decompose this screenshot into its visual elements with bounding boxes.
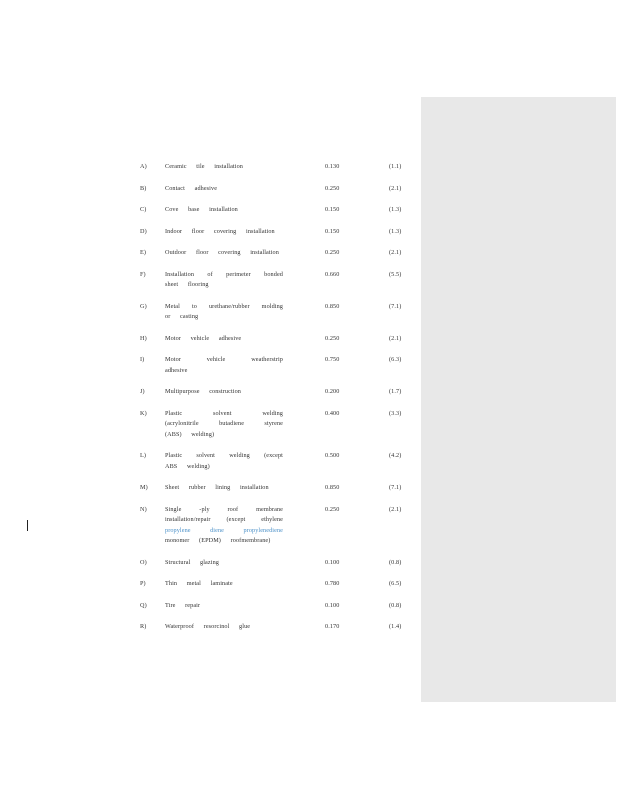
description-line: Metal to urethane/rubber molding [165,302,283,310]
item-paren-value: (7.1) [389,484,402,491]
description-line: installation/repair (except ethylene [165,516,283,523]
item-paren-value: (3.3) [389,409,402,417]
item-description [165,505,283,547]
item-value: 0.200 [325,388,340,395]
item-paren-value: (2.1) [389,249,402,256]
item-letter: G) [140,302,147,310]
item-paren-value: (2.1) [389,505,402,513]
item-paren-value: (6.5) [389,580,402,587]
item-paren-value: (1.7) [389,388,402,395]
item-letter: M) [140,484,148,491]
item-description [165,227,283,238]
item-paren-value: (4.2) [389,452,402,459]
item-value: 0.100 [325,558,340,566]
item-description [165,355,283,376]
item-paren-value: (2.1) [389,334,402,342]
description-line: Outdoor floor covering installation [165,249,279,256]
item-description [165,184,283,195]
item-description [165,622,283,633]
item-description [165,409,283,441]
description-line: or casting [165,313,199,320]
description-line: Motor vehicle weatherstrip [165,356,283,363]
item-description [165,302,283,323]
item-value: 0.850 [325,302,340,310]
item-value: 0.170 [325,623,340,630]
item-paren-value: (5.5) [389,270,402,278]
item-paren-value: (1.3) [389,206,402,213]
item-paren-value: (7.1) [389,302,402,310]
description-line: Cove base installation [165,206,238,213]
item-paren-value: (0.8) [389,601,402,609]
description-line: Ceramic tile installation [165,163,243,170]
description-line: Indoor floor covering installation [165,227,275,235]
item-value: 0.660 [325,270,340,278]
description-line: (acrylonitrile butadiene styrene [165,420,283,427]
item-value: 0.850 [325,484,340,491]
item-letter: P) [140,580,146,587]
item-letter: E) [140,249,147,256]
item-letter: B) [140,184,147,192]
description-line: monomer (EPDM) roofmembrane) [165,537,271,544]
item-description [165,451,283,472]
item-value: 0.150 [325,227,340,235]
item-value: 0.250 [325,505,340,513]
item-paren-value: (1.3) [389,227,402,235]
item-letter: C) [140,206,147,213]
item-letter: L) [140,452,147,459]
item-letter: O) [140,558,147,566]
item-letter: J) [140,388,145,395]
item-paren-value: (6.3) [389,356,402,363]
item-letter: Q) [140,601,147,609]
description-line: propylene diene propylenediene [165,526,283,534]
item-value: 0.400 [325,409,340,417]
item-paren-value: (2.1) [389,184,402,192]
description-line: Thin metal laminate [165,580,233,587]
item-letter: I) [140,356,145,363]
item-description [165,334,283,345]
item-paren-value: (1.1) [389,163,402,170]
description-line: Single -ply roof membrane [165,505,283,513]
description-line: Tire repair [165,601,201,609]
item-value: 0.750 [325,356,340,363]
item-letter: N) [140,505,147,513]
item-description [165,270,283,291]
item-value: 0.500 [325,452,340,459]
description-line: Sheet rubber lining installation [165,484,269,491]
item-description [165,162,283,173]
item-value: 0.250 [325,334,340,342]
item-value: 0.250 [325,249,340,256]
comment-pane [421,97,616,702]
item-description [165,248,283,259]
item-description [165,601,283,612]
item-value: 0.150 [325,206,340,213]
description-line: Waterproof resorcinol glue [165,623,251,630]
item-description [165,205,283,216]
item-paren-value: (0.8) [389,558,402,566]
item-paren-value: (1.4) [389,623,402,630]
description-line: Structural glazing [165,558,219,566]
description-line: ABS welding) [165,462,210,470]
description-line: Multipurpose construction [165,388,241,395]
item-letter: F) [140,270,146,278]
description-line: Motor vehicle adhesive [165,334,242,342]
item-letter: D) [140,227,147,235]
item-letter: R) [140,623,147,630]
description-line: adhesive [165,366,188,374]
description-line: (ABS) welding) [165,430,215,438]
item-value: 0.100 [325,601,340,609]
item-value: 0.250 [325,184,340,192]
description-line: Installation of perimeter bonded [165,270,283,278]
item-value: 0.780 [325,580,340,587]
item-letter: K) [140,409,147,417]
description-line: sheet flooring [165,281,209,288]
description-line: Plastic solvent welding [165,409,283,417]
item-description [165,558,283,569]
item-description [165,483,283,494]
item-description [165,387,283,398]
description-line: Contact adhesive [165,184,218,192]
description-line: Plastic solvent welding (except [165,452,283,459]
change-bar [27,520,28,531]
item-value: 0.130 [325,163,340,170]
item-description [165,579,283,590]
item-letter: A) [140,163,147,170]
item-letter: H) [140,334,147,342]
